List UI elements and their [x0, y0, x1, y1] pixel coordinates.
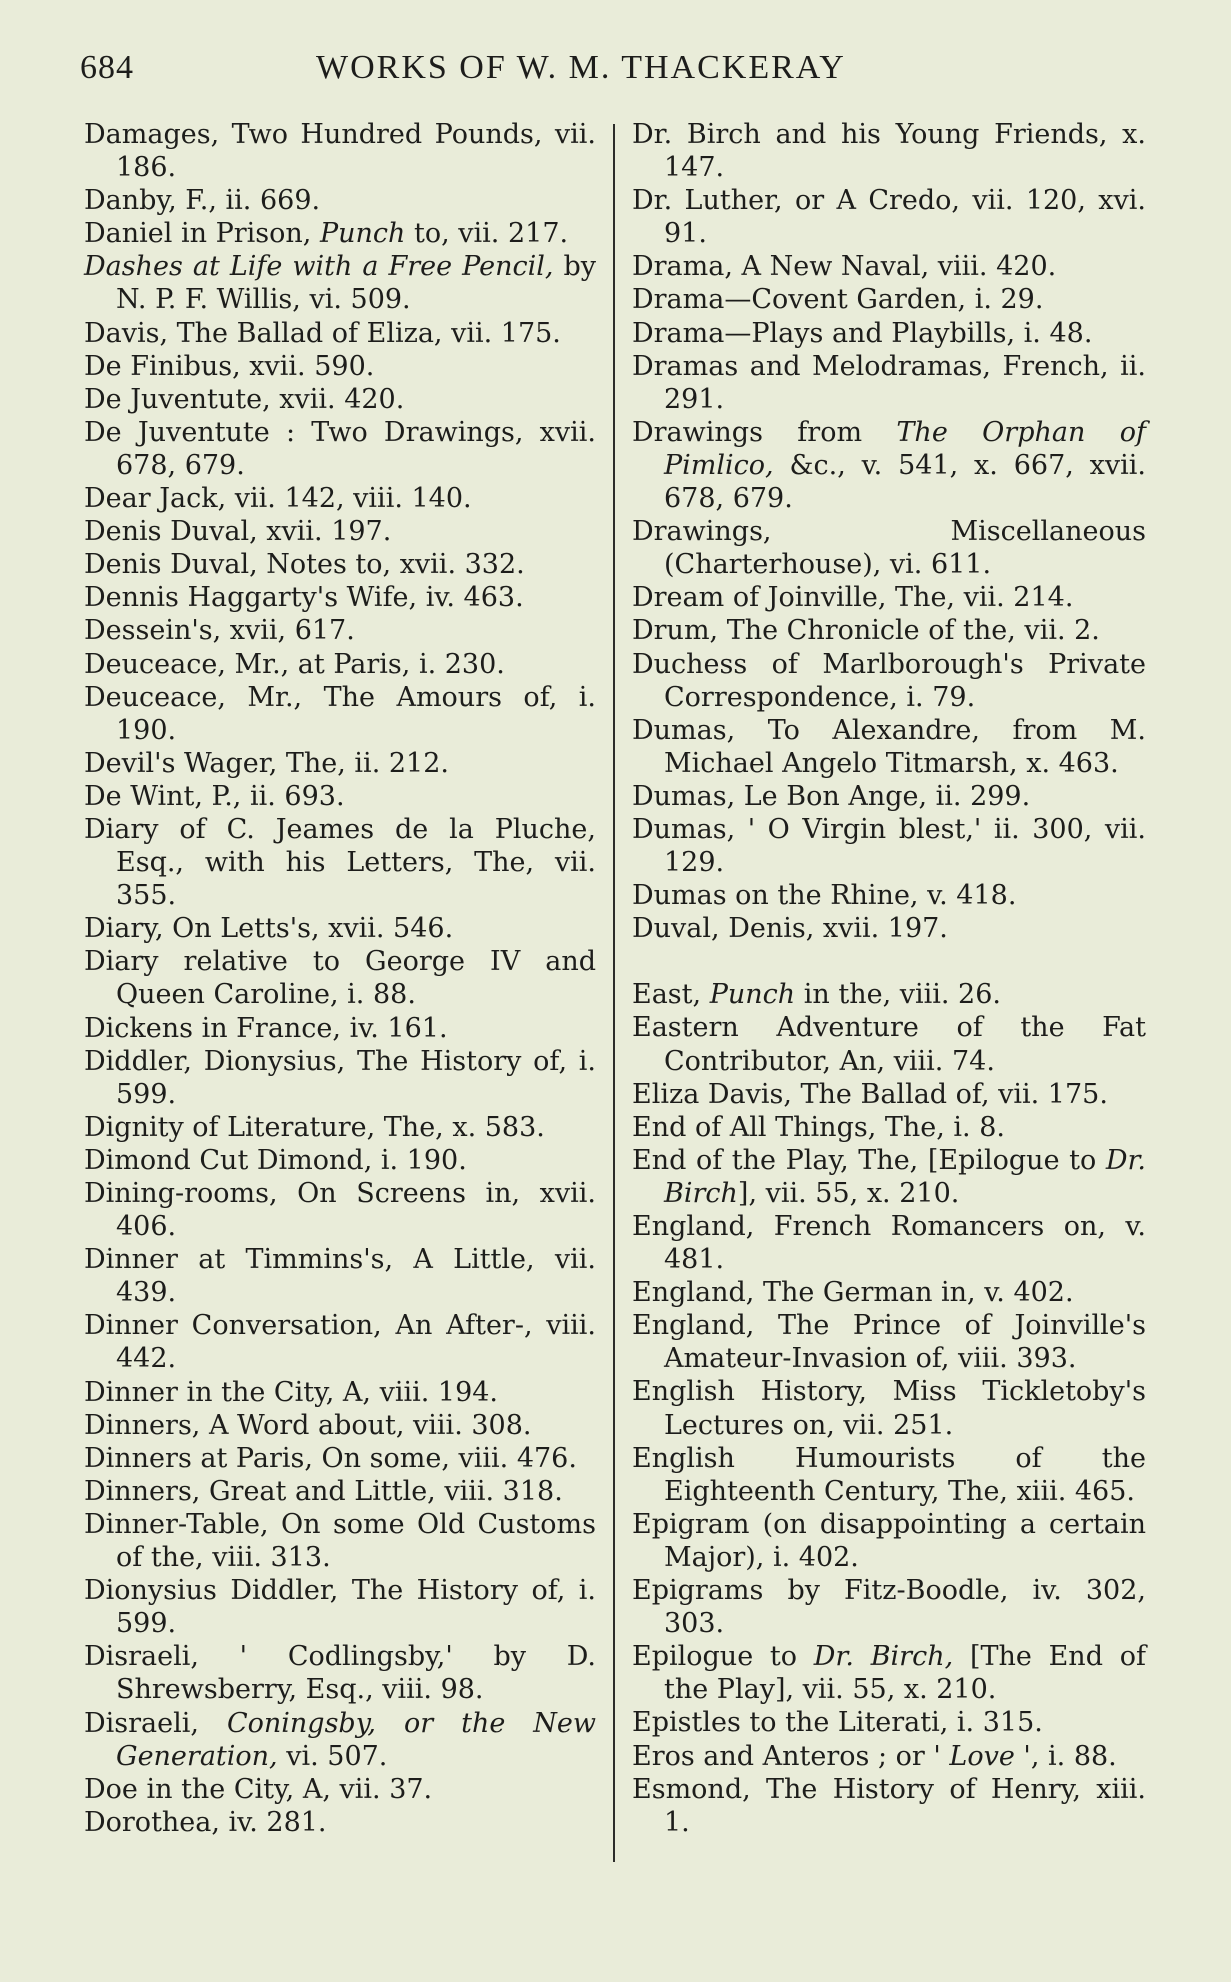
index-entry: [84, 250, 596, 316]
index-entry: [84, 747, 596, 780]
index-entry: [84, 1144, 596, 1177]
entry-text: Deuceace, Mr., The Amours of, i. 190.: [84, 681, 596, 746]
italic-title: Dr. Birch: [664, 1144, 1146, 1209]
entry-text: De Finibus, xvii. 590.: [84, 350, 375, 382]
index-entry: [84, 383, 596, 416]
entry-text: Devil's Wager, The, ii. 212.: [84, 747, 449, 779]
entry-text: Duval, Denis, xvii. 197.: [632, 913, 948, 945]
index-entry: [84, 780, 596, 813]
entry-text: Epilogue to: [632, 1641, 814, 1673]
entry-text: Drama—Plays and Playbills, i. 48.: [632, 317, 1093, 349]
index-entry: [84, 118, 596, 184]
entry-text: Diary, On Letts's, xvii. 546.: [84, 913, 454, 945]
entry-text: [The End of the Play], vii. 55, x. 210.: [664, 1641, 1146, 1706]
italic-title: The Orphan of Pimlico,: [664, 416, 1146, 481]
index-entry: [632, 1111, 1146, 1144]
index-entry: [632, 780, 1146, 813]
index-entry: [632, 1508, 1146, 1574]
entry-text: English History, Miss Tickletoby's Lectures on, vii. 251.: [632, 1376, 1146, 1441]
index-entry: [632, 1640, 1146, 1706]
entry-text: Eros and Anteros ; or ': [632, 1740, 950, 1772]
index-entry: [632, 283, 1146, 316]
entry-text: Dignity of Literature, The, x. 583.: [84, 1111, 545, 1143]
entry-text: Denis Duval, xvii. 197.: [84, 516, 392, 548]
index-entry: [84, 482, 596, 515]
index-entry: [632, 1309, 1146, 1375]
entry-text: ], vii. 55, x. 210.: [737, 1177, 960, 1209]
entry-text: Danby, F., ii. 669.: [84, 185, 321, 217]
index-entry: [632, 1442, 1146, 1508]
index-entry: [84, 1574, 596, 1640]
entry-text: Doe in the City, A, vii. 37.: [84, 1773, 433, 1805]
index-entry: [84, 1243, 596, 1309]
index-entry: [84, 1773, 596, 1806]
entry-text: Drama—Covent Garden, i. 29.: [632, 284, 1044, 316]
entry-text: De Wint, P., ii. 693.: [84, 780, 345, 812]
index-entry: [84, 681, 596, 747]
index-entry: [632, 912, 1146, 945]
entry-text: Dorothea, iv. 281.: [84, 1806, 327, 1838]
entry-text: Dinner Conversation, An After-, viii. 442.: [84, 1310, 596, 1375]
index-entry: [84, 548, 596, 581]
italic-title: Punch: [709, 979, 796, 1011]
entry-text: East,: [632, 979, 710, 1011]
index-entry: [632, 1276, 1146, 1309]
entry-text: De Juventute, xvii. 420.: [84, 383, 405, 415]
index-entry: [632, 1210, 1146, 1276]
index-entry: [84, 648, 596, 681]
entry-text: Epistles to the Literati, i. 315.: [632, 1707, 1043, 1739]
entry-text: Damages, Two Hundred Pounds, vii. 186.: [84, 119, 596, 184]
page-number: 684: [80, 49, 134, 86]
entry-text: ', i. 88.: [1014, 1740, 1117, 1772]
index-entry: [632, 1740, 1146, 1773]
entry-text: Epigram (on disappointing a certain Major), i. 402.: [632, 1508, 1146, 1573]
entry-text: Dream of Joinville, The, vii. 214.: [632, 582, 1074, 614]
index-entry: [84, 317, 596, 350]
entry-text: Dear Jack, vii. 142, viii. 140.: [84, 483, 472, 515]
index-entry: [632, 1574, 1146, 1640]
entry-text: Dumas, To Alexandre, from M. Michael Angelo Titmarsh, x. 463.: [632, 714, 1146, 779]
index-entry: [632, 416, 1146, 515]
section-gap: [632, 945, 1146, 978]
italic-title: Coningsby, or the New Generation,: [116, 1707, 597, 1772]
entry-text: End of All Things, The, i. 8.: [632, 1111, 1005, 1143]
italic-title: Dr. Birch,: [813, 1641, 954, 1673]
entry-text: Dumas, Le Bon Ange, ii. 299.: [632, 780, 1031, 812]
entry-text: Esmond, The History of Henry, xiii. 1.: [632, 1773, 1146, 1838]
index-entry: [632, 317, 1146, 350]
index-entry: [84, 1045, 596, 1111]
entry-text: by N. P. F. Willis, vi. 509.: [116, 251, 596, 316]
entry-text: Disraeli,: [84, 1707, 227, 1739]
index-entry: [84, 217, 596, 250]
index-entry: [84, 813, 596, 912]
index-entry: [84, 184, 596, 217]
italic-title: Punch: [319, 218, 406, 250]
index-column-left: [84, 118, 596, 1839]
italic-title: Love: [949, 1740, 1015, 1772]
index-entry: [632, 118, 1146, 184]
entry-text: Deuceace, Mr., at Paris, i. 230.: [84, 648, 505, 680]
index-entry: [84, 1309, 596, 1375]
entry-text: Drawings, Miscellaneous (Charterhouse), vi. 611.: [632, 516, 1146, 581]
index-entry: [84, 350, 596, 383]
index-entry: [632, 714, 1146, 780]
entry-text: Dinners, Great and Little, viii. 318.: [84, 1475, 563, 1507]
entry-text: Dumas, ' O Virgin blest,' ii. 300, vii. 129.: [632, 813, 1146, 879]
entry-text: Drum, The Chronicle of the, vii. 2.: [632, 615, 1100, 647]
index-entry: [84, 581, 596, 614]
entry-text: in the, viii. 26.: [795, 979, 1001, 1011]
entry-text: De Juventute : Two Drawings, xvii. 678, 679.: [84, 416, 596, 481]
index-entry: [632, 879, 1146, 912]
entry-text: Denis Duval, Notes to, xvii. 332.: [84, 549, 525, 581]
index-entry: [84, 1409, 596, 1442]
running-title: WORKS OF W. M. THACKERAY: [316, 49, 846, 86]
index-entry: [84, 1376, 596, 1409]
index-entry: [632, 978, 1146, 1011]
entry-text: Dramas and Melodramas, French, ii. 291.: [632, 350, 1146, 415]
column-divider: [613, 124, 615, 1862]
entry-text: Dinner in the City, A, viii. 194.: [84, 1376, 499, 1408]
entry-text: Drama, A New Naval, viii. 420.: [632, 251, 1057, 283]
index-entry: [632, 581, 1146, 614]
index-entry: [84, 1707, 596, 1773]
italic-title: Dashes at Life with a Free Pencil,: [84, 251, 554, 283]
entry-text: Dennis Haggarty's Wife, iv. 463.: [84, 582, 524, 614]
entry-text: vi. 507.: [277, 1740, 388, 1772]
page-header: [80, 46, 1160, 90]
index-entry: [84, 1442, 596, 1475]
entry-text: Dionysius Diddler, The History of, i. 599.: [84, 1575, 596, 1640]
index-entry: [632, 1773, 1146, 1839]
entry-text: Dinner-Table, On some Old Customs of the, viii. 313.: [84, 1508, 596, 1574]
index-entry: [84, 1475, 596, 1508]
index-entry: [632, 1144, 1146, 1210]
entry-text: Dr. Luther, or A Credo, vii. 120, xvi. 91.: [632, 185, 1146, 250]
entry-text: Diddler, Dionysius, The History of, i. 599.: [84, 1045, 596, 1110]
entry-text: Eastern Adventure of the Fat Contributor, An, viii. 74.: [632, 1012, 1146, 1077]
index-entry: [84, 945, 596, 1011]
index-entry: [84, 416, 596, 482]
index-entry: [632, 1011, 1146, 1077]
index-entry: [632, 614, 1146, 647]
index-column-right: [632, 118, 1146, 1839]
entry-text: Epigrams by Fitz-Boodle, iv. 302, 303.: [632, 1575, 1146, 1640]
index-entry: [632, 184, 1146, 250]
index-entry: [84, 1012, 596, 1045]
index-entry: [632, 250, 1146, 283]
entry-text: End of the Play, The, [Epilogue to: [632, 1144, 1106, 1176]
entry-text: Dessein's, xvii, 617.: [84, 615, 355, 647]
index-entry: [84, 614, 596, 647]
entry-text: Disraeli, ' Codlingsby,' by D. Shrewsberry, Esq., viii. 98.: [84, 1641, 596, 1706]
entry-text: Diary relative to George IV and Queen Caroline, i. 88.: [84, 946, 596, 1011]
entry-text: to, vii. 217.: [405, 218, 569, 250]
index-entry: [632, 1375, 1146, 1441]
entry-text: &c., v. 541, x. 667, xvii. 678, 679.: [664, 449, 1146, 515]
index-entry: [632, 350, 1146, 416]
entry-text: Dinner at Timmins's, A Little, vii. 439.: [84, 1244, 596, 1309]
entry-text: England, The German in, v. 402.: [632, 1277, 1074, 1309]
index-entry: [84, 1806, 596, 1839]
index-entry: [84, 912, 596, 945]
index-entry: [84, 1508, 596, 1574]
entry-text: England, The Prince of Joinville's Amateur-Invasion of, viii. 393.: [632, 1310, 1146, 1375]
index-entry: [632, 813, 1146, 879]
index-entry: [632, 1706, 1146, 1739]
index-entry: [84, 1111, 596, 1144]
entry-text: Dinners, A Word about, viii. 308.: [84, 1409, 532, 1441]
entry-text: Daniel in Prison,: [84, 218, 320, 250]
index-entry: [84, 515, 596, 548]
entry-text: Diary of C. Jeames de la Pluche, Esq., with his Letters, The, vii. 355.: [84, 813, 596, 912]
entry-text: Dr. Birch and his Young Friends, x. 147.: [632, 119, 1146, 184]
entry-text: Duchess of Marlborough's Private Correspondence, i. 79.: [632, 648, 1146, 713]
index-entry: [84, 1640, 596, 1706]
entry-text: Drawings from: [632, 416, 897, 448]
entry-text: Dickens in France, iv. 161.: [84, 1012, 448, 1044]
index-entry: [84, 1177, 596, 1243]
entry-text: Dining-rooms, On Screens in, xvii. 406.: [84, 1178, 596, 1243]
entry-text: Eliza Davis, The Ballad of, vii. 175.: [632, 1078, 1108, 1110]
entry-text: Dimond Cut Dimond, i. 190.: [84, 1144, 467, 1176]
entry-text: English Humourists of the Eighteenth Century, The, xiii. 465.: [632, 1442, 1146, 1507]
entry-text: England, French Romancers on, v. 481.: [632, 1211, 1146, 1276]
index-entry: [632, 648, 1146, 714]
entry-text: Davis, The Ballad of Eliza, vii. 175.: [84, 317, 561, 349]
index-entry: [632, 515, 1146, 581]
entry-text: Dinners at Paris, On some, viii. 476.: [84, 1442, 577, 1474]
entry-text: Dumas on the Rhine, v. 418.: [632, 880, 1017, 912]
index-entry: [632, 1078, 1146, 1111]
